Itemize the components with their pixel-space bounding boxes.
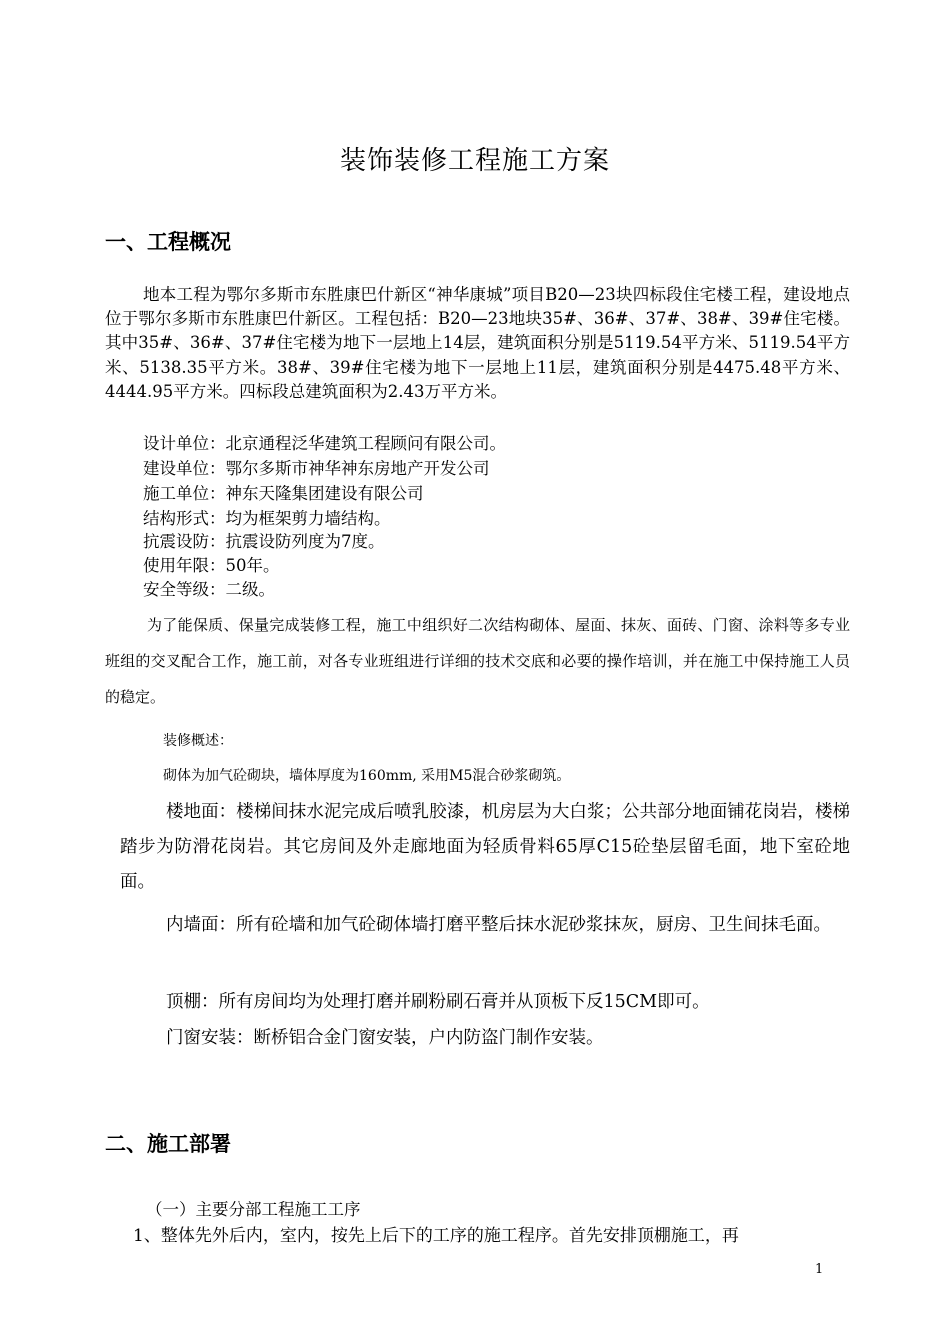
info-design-unit: 设计单位：北京通程泛华建筑工程顾问有限公司。 xyxy=(143,434,506,453)
doors-windows-line: 门窗安装：断桥铝合金门窗安装，户内防盗门制作安装。 xyxy=(166,1028,604,1048)
info-contractor: 施工单位：神东天隆集团建设有限公司 xyxy=(143,484,424,503)
info-seismic: 抗震设防：抗震设防列度为7度。 xyxy=(143,532,385,551)
masonry-line: 砌体为加气砼砌块，墙体厚度为160mm, 采用M5混合砂浆砌筑。 xyxy=(163,768,571,784)
document-title: 装饰装修工程施工方案 xyxy=(339,146,610,176)
floor-paragraph: 楼地面：楼梯间抹水泥完成后喷乳胶漆，机房层为大白浆；公共部分地面铺花岗岩，楼梯踏步为防滑花岗岩。其它房间及外走廊地面为轻质骨料65厚C15砼垫层留毛面，地下室砼地面。 xyxy=(120,802,850,892)
info-construction-owner: 建设单位：鄂尔多斯市神华神东房地产开发公司 xyxy=(143,459,490,478)
section-heading-construction-deployment: 二、施工部署 xyxy=(105,1132,231,1156)
wall-paragraph: 内墙面：所有砼墙和加气砼砌体墙打磨平整后抹水泥砂浆抹灰，厨房、卫生间抹毛面。 xyxy=(166,915,831,935)
sub-heading-main-procedures: （一）主要分部工程施工工序 xyxy=(146,1200,361,1219)
overview-paragraph: 地本工程为鄂尔多斯市东胜康巴什新区“神华康城”项目B20—23块四标段住宅楼工程，建设地点位于鄂尔多斯市东胜康巴什新区。工程包括：B20—23地块35#、36#、37#、38#、39#住宅楼。其中35#、36#、37#住宅楼为地下一层地上14层，建筑面积分别是5119.54平方米、5119.54平方米、5138.35平方米。38#、39#住宅楼为地下一层地上11层，建筑面积分别是4475.48平方米、4444.95平方米。四标段总建筑面积为2.43万平方米。 xyxy=(105,285,850,401)
info-structure-form: 结构形式：均为框架剪力墙结构。 xyxy=(143,509,391,528)
page-number: 1 xyxy=(815,1262,824,1277)
info-service-life: 使用年限：50年。 xyxy=(143,556,280,575)
procedure-item-1: 1、整体先外后内，室内，按先上后下的工序的施工程序。首先安排顶棚施工，再 xyxy=(133,1226,739,1246)
decoration-overview-label: 装修概述： xyxy=(163,733,233,749)
section-heading-project-overview: 一、工程概况 xyxy=(105,230,231,254)
info-safety-grade: 安全等级：二级。 xyxy=(143,580,275,599)
quality-paragraph: 为了能保质、保量完成装修工程，施工中组织好二次结构砌体、屋面、抹灰、面砖、门窗、涂料等多专业班组的交叉配合工作，施工前，对各专业班组进行详细的技术交底和必要的操作培训，并在施工中保持施工人员的稳定。 xyxy=(105,616,850,706)
ceiling-line: 顶棚：所有房间均为处理打磨并刷粉刷石膏并从顶板下反15CM即可。 xyxy=(166,992,710,1012)
